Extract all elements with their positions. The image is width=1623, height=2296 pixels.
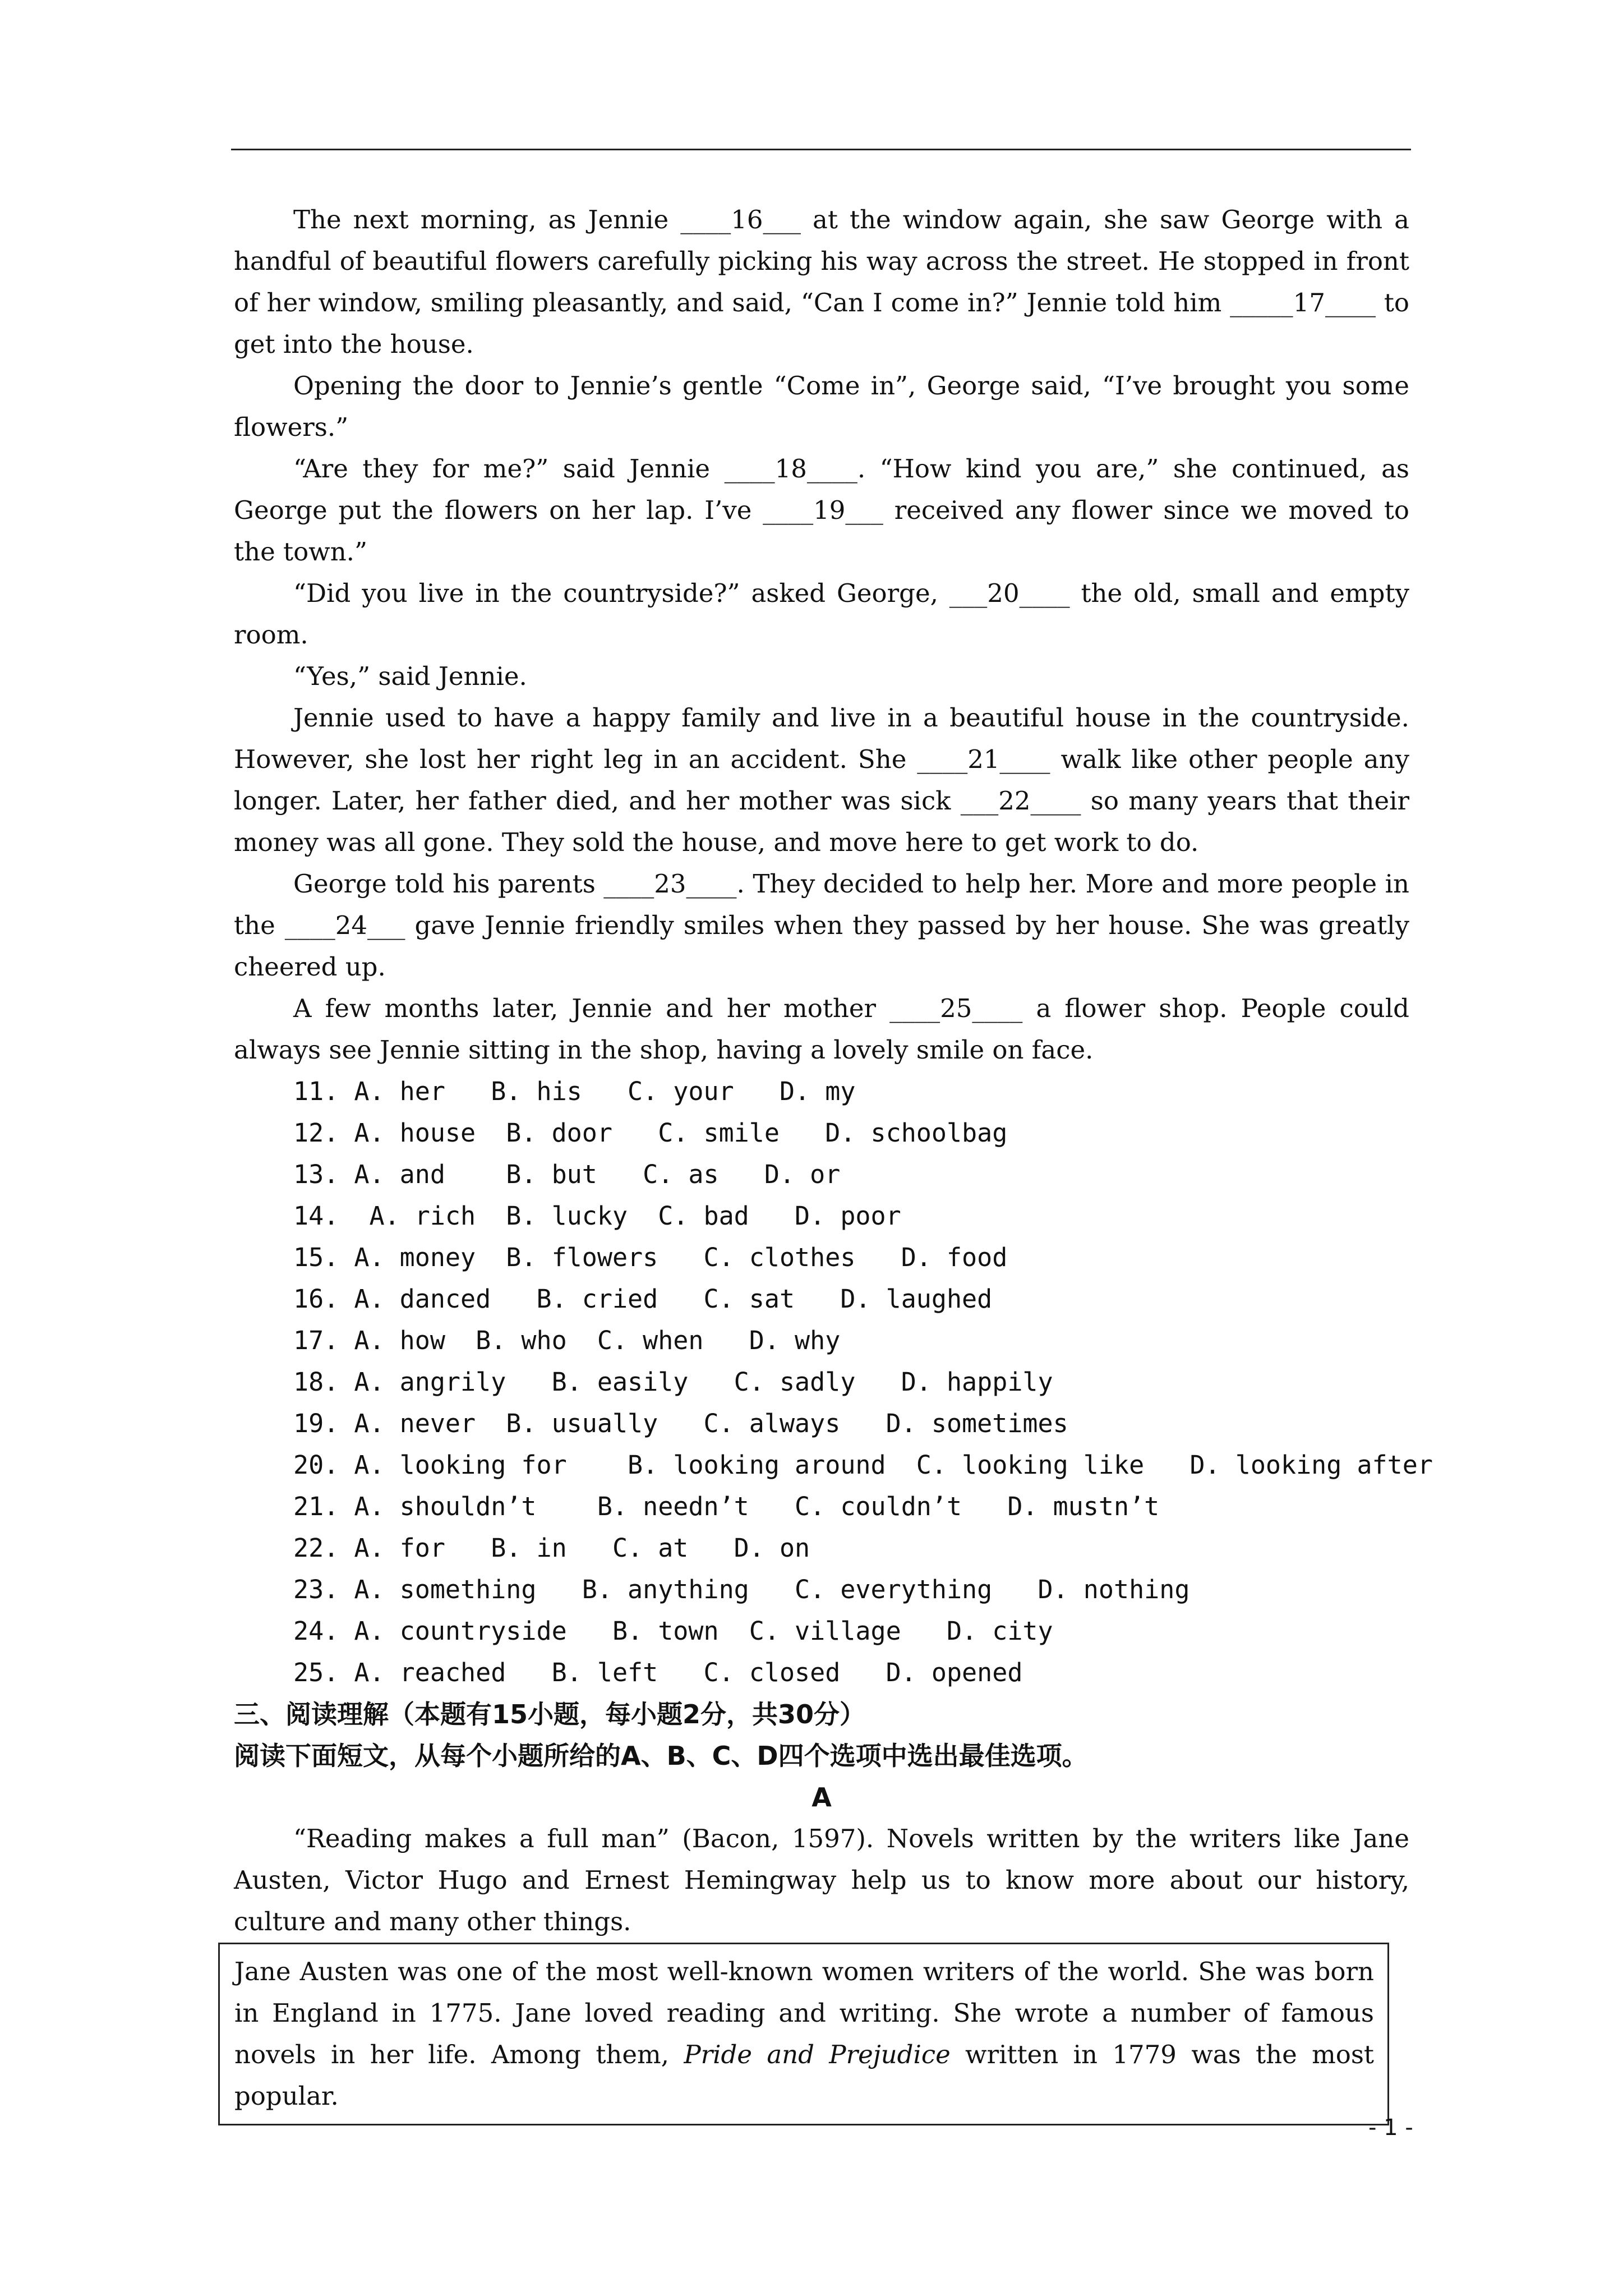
- option-row-15: 15. A. money B. flowers C. clothes D. food: [293, 1243, 1008, 1272]
- cloze-paragraph-2: Opening the door to Jennie’s gentle “Come in”, George said, “I’ve brought you some flowers.”: [234, 371, 1409, 442]
- page-number: - 1 -: [1368, 2115, 1413, 2141]
- option-row-21: 21. A. shouldn’t B. needn’t C. couldn’t D. mustn’t: [293, 1492, 1160, 1521]
- cloze-paragraph-3: “Are they for me?” said Jennie ____18____. “How kind you are,” she continued, as George put the flowers on her lap. I’ve ____19___ received any flower since we moved to the town.”: [234, 454, 1409, 567]
- cloze-paragraph-6: Jennie used to have a happy family and live in a beautiful house in the countryside. However, she lost her right leg in an accident. She ____21____ walk like other people any longer. Later, her father died, and her mother was sick ___22____ so many years that their money was all gone. They sold the house, and move here to get work to do.: [234, 703, 1409, 857]
- cloze-paragraph-5: “Yes,” said Jennie.: [293, 661, 527, 691]
- passage-letter: A: [811, 1782, 832, 1812]
- novel-title: Pride and Prejudice: [684, 2040, 951, 2069]
- option-row-25: 25. A. reached B. left C. closed D. opened: [293, 1658, 1023, 1687]
- cloze-paragraph-4: “Did you live in the countryside?” asked George, ___20____ the old, small and empty room.: [234, 578, 1409, 650]
- reading-intro: “Reading makes a full man” (Bacon, 1597). Novels written by the writers like Jane Austen, Victor Hugo and Ernest Hemingway help us to know more about our history, culture and many other things.: [234, 1824, 1409, 1936]
- section-title: 三、阅读理解（本题有15小题，每小题2分，共30分）: [234, 1699, 866, 1729]
- option-row-24: 24. A. countryside B. town C. village D. city: [293, 1616, 1053, 1646]
- option-row-22: 22. A. for B. in C. at D. on: [293, 1533, 810, 1563]
- option-row-20: 20. A. looking for B. looking around C. looking like D. looking after: [293, 1450, 1433, 1480]
- info-box-text-after: written in 1779 was the most popular.: [234, 2040, 1375, 2111]
- cloze-paragraph-8: A few months later, Jennie and her mother ____25____ a flower shop. People could always see Jennie sitting in the shop, having a lovely smile on face.: [234, 993, 1409, 1065]
- info-box-text: [234, 1951, 1374, 2117]
- cloze-paragraph-7: George told his parents ____23____. They decided to help her. More and more people in the ____24___ gave Jennie friendly smiles when they passed by her house. She was greatly cheered up.: [234, 869, 1409, 982]
- option-row-16: 16. A. danced B. cried C. sat D. laughed: [293, 1284, 993, 1314]
- section-instruction: 阅读下面短文，从每个小题所给的A、B、C、D四个选项中选出最佳选项。: [234, 1741, 1088, 1771]
- info-box: [218, 1943, 1389, 2125]
- option-row-17: 17. A. how B. who C. when D. why: [293, 1326, 841, 1355]
- option-row-19: 19. A. never B. usually C. always D. sometimes: [293, 1409, 1068, 1438]
- option-row-12: 12. A. house B. door C. smile D. schoolbag: [293, 1118, 1008, 1148]
- page-content: [234, 199, 1433, 2125]
- option-row-23: 23. A. something B. anything C. everything D. nothing: [293, 1575, 1190, 1604]
- option-row-14: 14. A. rich B. lucky C. bad D. poor: [293, 1201, 901, 1231]
- option-row-13: 13. A. and B. but C. as D. or: [293, 1159, 841, 1189]
- answer-options-list: [234, 1071, 1433, 1694]
- info-box-text-before: Jane Austen was one of the most well-known women writers of the world. She was born in England in 1775. Jane loved reading and writing. She wrote a number of famous novels in her life. Among them,: [234, 1957, 1374, 2069]
- option-row-18: 18. A. angrily B. easily C. sadly D. happily: [293, 1367, 1053, 1397]
- option-row-11: 11. A. her B. his C. your D. my: [293, 1076, 856, 1106]
- header-rule: [231, 149, 1411, 150]
- cloze-paragraph-1: The next morning, as Jennie ____16___ at the window again, she saw George with a handful of beautiful flowers carefully picking his way across the street. He stopped in front of her window, smiling pleasantly, and said, “Can I come in?” Jennie told him _____17____ to get into the house.: [234, 205, 1409, 359]
